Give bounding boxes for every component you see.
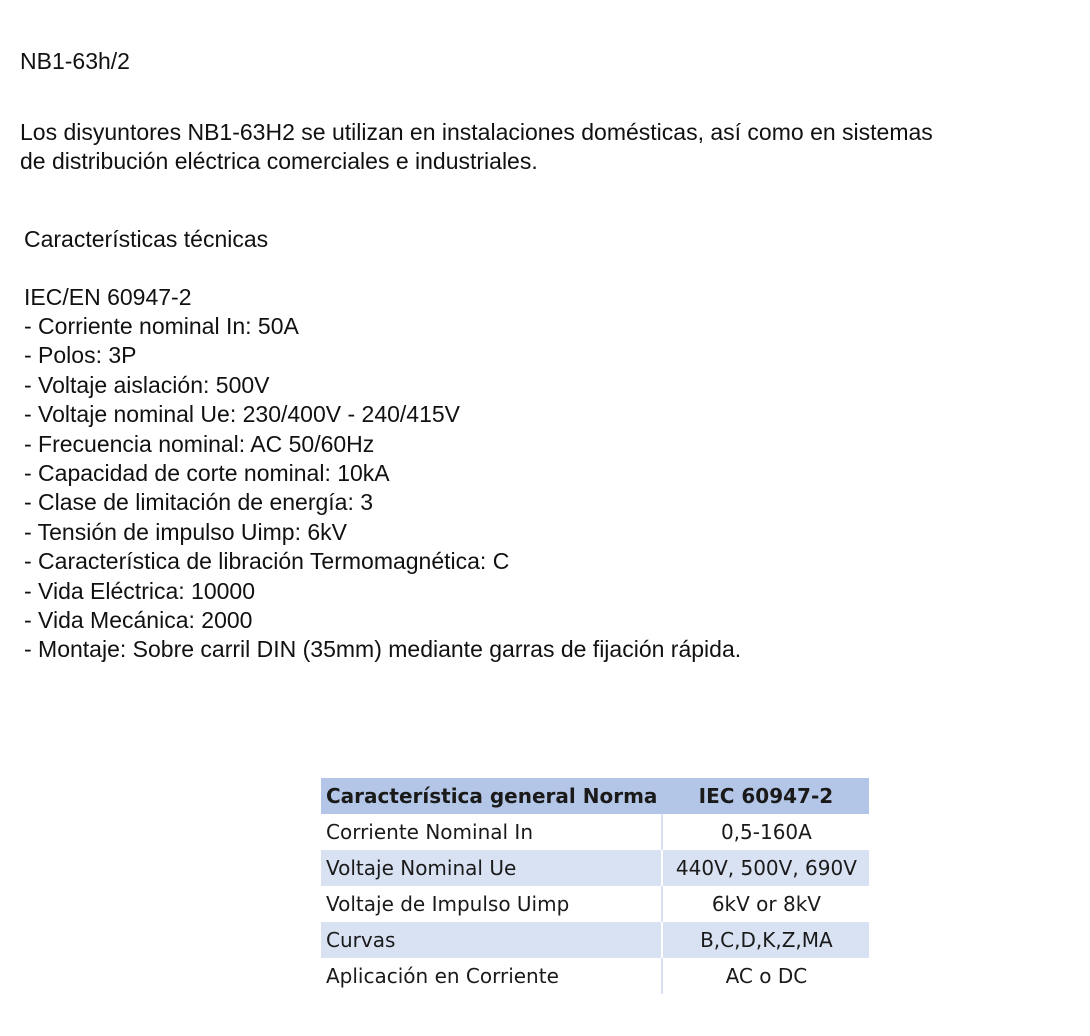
- spec-item: - Corriente nominal In: 50A: [24, 313, 299, 339]
- table-cell-label: Voltaje Nominal Ue: [321, 850, 662, 886]
- table-cell-value: 0,5-160A: [662, 814, 869, 850]
- table-cell-value: 440V, 500V, 690V: [662, 850, 869, 886]
- spec-item: - Característica de libración Termomagnética: C: [24, 548, 510, 575]
- spec-item: - Vida Eléctrica: 10000: [24, 577, 255, 604]
- intro-line-1: Los disyuntores NB1-63H2 se utilizan en instalaciones domésticas, así como en sistemas: [20, 119, 933, 145]
- table-header-cell: Característica general Norma: [321, 778, 662, 814]
- table-cell-label: Aplicación en Corriente: [321, 958, 662, 994]
- spec-item: - Clase de limitación de energía: 3: [24, 489, 374, 516]
- table-row: [321, 886, 869, 922]
- table-row: [321, 850, 869, 886]
- table-row: [321, 814, 869, 850]
- section-title: Características técnicas: [24, 226, 269, 252]
- spec-item: - Capacidad de corte nominal: 10kA: [24, 459, 390, 486]
- table-cell-label: Voltaje de Impulso Uimp: [321, 886, 662, 922]
- spec-item: - Polos: 3P: [24, 342, 137, 369]
- table-header-row: [321, 778, 869, 814]
- table-cell-value: B,C,D,K,Z,MA: [662, 922, 869, 958]
- table-cell-label: Curvas: [321, 922, 662, 958]
- spec-standard: IEC/EN 60947-2: [24, 284, 192, 310]
- spec-item: - Tensión de impulso Uimp: 6kV: [24, 518, 347, 545]
- norma-table: [321, 778, 869, 994]
- spec-list: [24, 312, 741, 665]
- spec-item: - Vida Mecánica: 2000: [24, 606, 253, 633]
- table-row: [321, 922, 869, 958]
- spec-item: - Voltaje nominal Ue: 230/400V - 240/415V: [24, 401, 461, 428]
- model-title: NB1-63h/2: [20, 48, 130, 74]
- spec-item: - Voltaje aislación: 500V: [24, 371, 270, 398]
- intro-line-2: de distribución eléctrica comerciales e industriales.: [20, 148, 538, 174]
- spec-item: - Frecuencia nominal: AC 50/60Hz: [24, 430, 375, 457]
- table-cell-label: Corriente Nominal In: [321, 814, 662, 850]
- table-row: [321, 958, 869, 994]
- table-cell-value: AC o DC: [662, 958, 869, 994]
- spec-item: - Montaje: Sobre carril DIN (35mm) mediante garras de fijación rápida.: [24, 636, 742, 663]
- table-header-cell: IEC 60947-2: [662, 778, 869, 814]
- table-cell-value: 6kV or 8kV: [662, 886, 869, 922]
